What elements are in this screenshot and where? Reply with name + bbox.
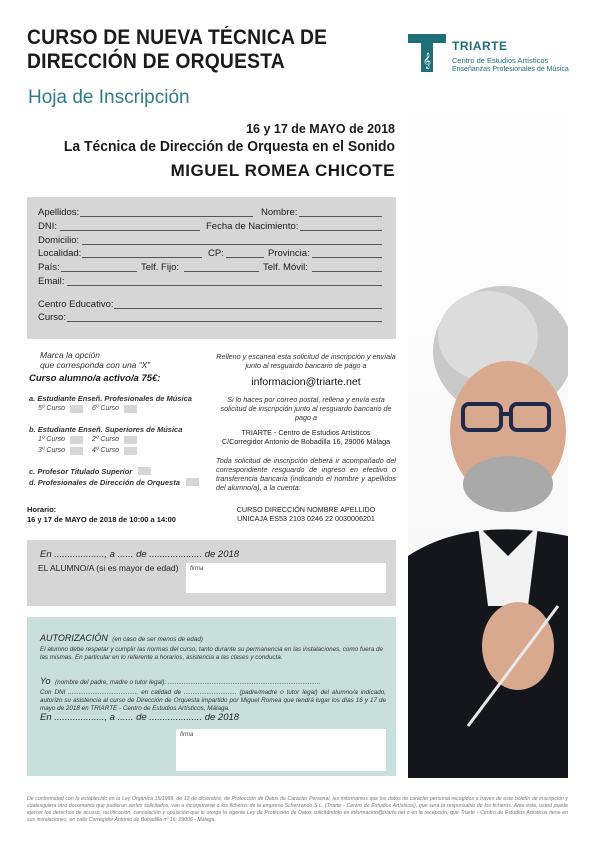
apellidos-field[interactable] [80,216,253,217]
conductor-photo [408,86,568,778]
cp-label: CP: [208,248,224,259]
dni-label: DNI: [38,221,57,232]
address-line-2: C/Corregidor Antonio de Bobadilla 16, 29006 Málaga [221,437,391,446]
options-intro [40,350,210,370]
student-place-date: En ..................., a ...... de .................... de 2018 [40,549,240,560]
page-subtitle: Hoja de Inscripción [28,87,190,108]
option-d-heading: d. Profesionales de Dirección de Orquesta [29,478,180,487]
telf-movil-label: Telf. Móvil: [263,262,308,273]
option-a-5-label: 5º Curso [38,405,66,412]
option-a-heading: a. Estudiante Enseñ. Profesionales de Música [29,394,192,403]
dni-field[interactable] [60,230,200,231]
telf-fijo-label: Telf. Fijo: [141,262,180,273]
student-label: EL ALUMNO/A (si es mayor de edad) [38,563,179,573]
option-b-3-checkbox[interactable] [70,447,83,455]
options-intro-line-2: que corresponda con una “X” [40,360,151,370]
localidad-label: Localidad: [38,248,82,259]
domicilio-field[interactable] [82,244,382,245]
bank-line-2: UNICAJA ES53 2103 0246 22 0030006201 [237,514,375,523]
address-line-1: TRIARTE - Centro de Estudios Artísticos [241,428,371,437]
option-b-1-checkbox[interactable] [70,436,83,444]
fecha-nacimiento-label: Fecha de Nacimiento: [206,221,299,232]
authorization-rules: El alumno debe respetar y cumplir las normas del curso, tanto durante su permanencia en las instalaciones, como fuera de las mismas. En particular en lo referente a horarios, asistencia a las clases y conducta. [40,646,384,661]
pais-label: País: [38,262,60,273]
telf-fijo-field[interactable] [184,271,259,272]
nombre-field[interactable] [299,216,382,217]
localidad-field[interactable] [82,257,202,258]
instructions-scan: Relleno y escanea esta solicitud de inscripción y envíala junto al resguardo bancario de pago a [216,352,396,370]
logo-tagline-2: Enseñanzas Profesionales de Música [452,66,569,73]
page-title [27,26,327,74]
options-intro-line-1: Marca la opción [40,350,101,360]
telf-movil-field[interactable] [312,271,382,272]
privacy-notice: De conformidad con lo establecido en la Ley Orgánica 15/1999, de 13 de diciembre, de Protección de Datos de Carácter Personal, les informamos que los datos de carácter personal recogidos a través de este boletín de inscripción y cualesquiera otro documento que pudieran serles solicitados, van a incorporarse a los ficheros de la empresa Scherzando S.L. (Triarte - Centro de Estudios Artísticos), que será la responsable de los ficheros. Ante esta, usted puede ejercer los derechos de acceso, rectificación, cancelación y oposición que le otorga la vigente Ley de Protección de Datos solicitándolo en informacion@triarte.net o en la recepción, que Triarte - Centro de Estudios Artísticos tiene en sus instalaciones, en calle Corregidor Antonio de Bobadilla nº 16, 29006 - Málaga. [27,796,568,823]
student-firma-label: firma [190,566,204,572]
curso-label: Curso: [38,312,66,323]
authorization-title-row [40,628,386,646]
postal-address [216,428,396,446]
logo-name: TRIARTE [452,39,508,53]
option-b-2-checkbox[interactable] [124,436,137,444]
instructions-post: Si lo haces por correo postal, rellena y envía esta solicitud de inscripción junto al resguardo bancario de pago a [220,395,392,422]
logo-tagline-1: Centro de Estudios Artísticos [452,56,549,65]
authorization-title: AUTORIZACIÓN [40,633,108,643]
guardian-row [40,671,386,689]
curso-field[interactable] [67,321,382,322]
pais-field[interactable] [61,271,137,272]
bank-line-1: CURSO DIRECCIÓN NOMBRE APELLIDO [236,505,376,514]
title-line-2: DIRECCIÓN DE ORQUESTA [27,50,285,73]
option-a-6-checkbox[interactable] [124,405,137,413]
guardian-yo: Yo [40,676,51,686]
schedule-label: Horario: [27,505,57,514]
apellidos-label: Apellidos: [38,207,80,218]
option-b-2-label: 2º Curso [92,436,120,443]
email-field[interactable] [67,285,382,286]
schedule-value: 16 y 17 de MAYO de 2018 de 10:00 a 14:00 [27,515,176,524]
guardian-name-field[interactable]: (nombre del padre, madre o tutor legal): ....................................................................................... [54,679,321,686]
triarte-logo-icon [408,34,446,72]
cp-field[interactable] [226,257,264,258]
option-b-1-label: 1º Curso [38,436,66,443]
email-label: Email: [38,276,65,287]
guardian-firma-label: firma [180,732,194,738]
provincia-field[interactable] [312,257,382,258]
centro-educativo-field[interactable] [114,308,382,309]
svg-text:𝄞: 𝄞 [422,53,432,69]
authorization-content [40,628,386,713]
contact-email[interactable]: informacion@triarte.net [251,376,361,388]
option-b-4-label: 4º Curso [92,447,120,454]
student-signature-field[interactable] [186,563,386,593]
fecha-nacimiento-field[interactable] [300,230,382,231]
bank-details [216,505,396,523]
instructions-payment: Toda solicitud de inscripción deberá ir acompañado del correspondiente resguardo de ingreso en efectivo o transferencia bancaria (indicando el nombre y apellidos del alumno/a), a la cuenta: [216,456,396,492]
option-b-heading: b. Estudiante Enseñ. Superiores de Música [29,425,183,434]
event-title: La Técnica de Dirección de Orquesta en el Sonido [63,139,395,155]
domicilio-label: Domicilio: [38,235,80,246]
centro-educativo-label: Centro Educativo: [38,299,114,310]
option-b-4-checkbox[interactable] [124,447,137,455]
option-a-6-label: 6º Curso [92,405,120,412]
option-c-heading: c. Profesor Titulado Superior [29,467,133,476]
course-price: Curso alumno/a activo/a 75€: [29,373,161,384]
nombre-label: Nombre: [261,207,298,218]
guardian-place-date: En ..................., a ...... de .................... de 2018 [40,712,240,723]
title-line-1: CURSO DE NUEVA TÉCNICA DE [27,26,328,49]
provincia-label: Provincia: [268,248,310,259]
event-date: 16 y 17 de MAYO de 2018 [246,122,395,136]
option-d-checkbox[interactable] [186,478,199,486]
registration-form [27,197,396,339]
option-a-5-checkbox[interactable] [70,405,83,413]
guardian-signature-field[interactable] [176,729,386,771]
guardian-consent: Con DNI ........................................ en calidad de .............................. (padre/madre o tutor legal) del alumno/a indicado, autorizo su asistencia al curso de Dirección de Orquesta impartido por Miguel Romea que tendrá lugar los días 16 y 17 de mayo de 2018 en TRIARTE - Centro de Estudios Artísticos, Málaga. [40,689,386,712]
event-person: MIGUEL ROMEA CHICOTE [170,161,395,180]
option-c-checkbox[interactable] [138,467,151,475]
option-b-3-label: 3º Curso [38,447,66,454]
authorization-title-note: (en caso de ser menos de edad) [112,636,203,643]
